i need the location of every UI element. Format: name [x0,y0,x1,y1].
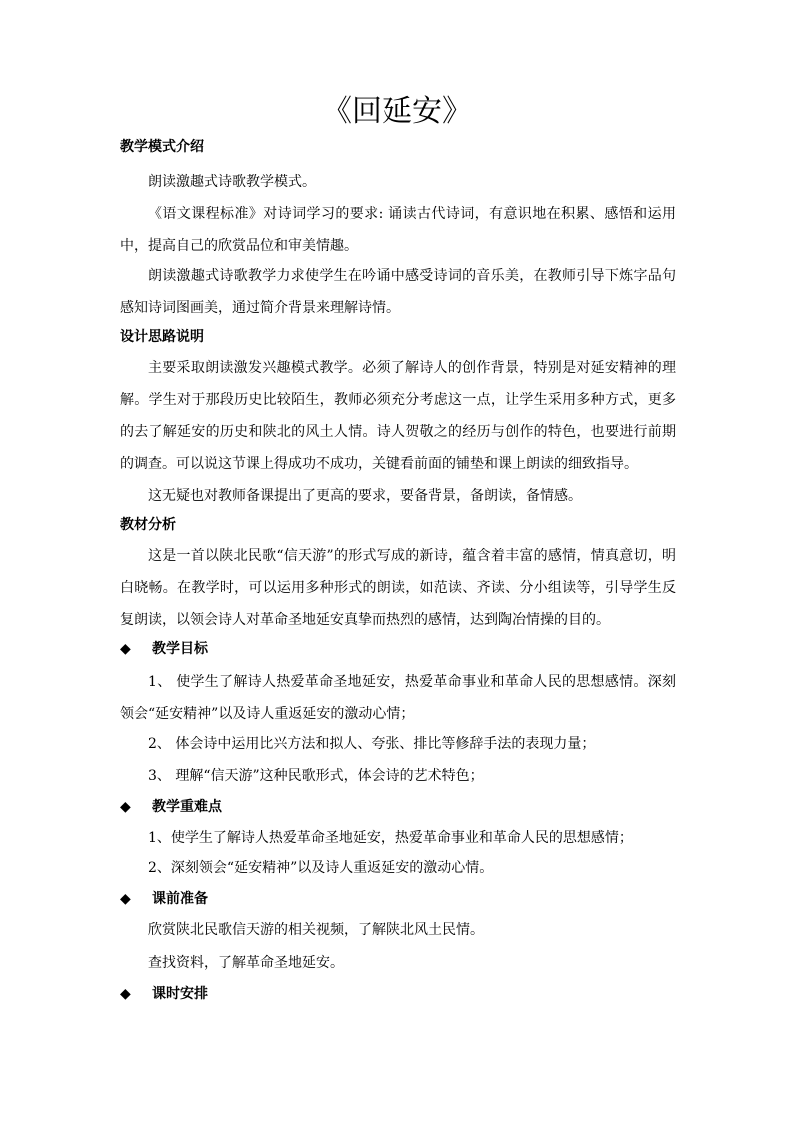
paragraph: 朗读激趣式诗歌教学力求使学生在吟诵中感受诗词的音乐美，在教师引导下炼字品句感知诗词图画美，通过简介背景来理解诗情。 [120,268,676,316]
list-item: 1、使学生了解诗人热爱革命圣地延安，热爱革命事业和革命人民的思想感情； [148,830,633,846]
heading-text: 教学目标 [152,641,208,657]
diamond-bullet-icon: ◆ [120,641,131,657]
list-item: 欣赏陕北民歌信天游的相关视频，了解陕北风土民情。 [148,922,484,938]
diamond-bullet-icon: ◆ [120,891,131,907]
list-item: 2、深刻领会“延安精神”以及诗人重返延安的激动心情。 [148,860,494,876]
heading-teaching-goals [120,639,208,659]
heading-schedule [120,984,208,1004]
heading-preparation [120,889,208,909]
list-item: 2、 体会诗中运用比兴方法和拟人、夸张、排比等修辞手法的表现力量； [148,736,596,752]
heading-material-analysis: 教材分析 [120,517,176,533]
diamond-bullet-icon: ◆ [120,799,131,815]
list-item: 1、 使学生了解诗人热爱革命圣地延安，热爱革命事业和革命人民的思想感情。深刻领会“延安精神”以及诗人重返延安的激动心情； [120,674,676,722]
paragraph: 朗读激趣式诗歌教学模式。 [148,174,316,190]
document-title: 《回延安》 [322,94,472,129]
heading-text: 课前准备 [152,891,208,907]
paragraph: 这是一首以陕北民歌“信天游”的形式写成的新诗，蕴含着丰富的感情，情真意切，明白晓畅。在教学时，可以运用多种形式的朗读，如范读、齐读、分小组读等，引导学生反复朗读，以领会诗人对革命圣地延安真挚而热烈的感情，达到陶冶情操的目的。 [120,548,676,628]
list-item: 3、 理解“信天游”这种民歌形式，体会诗的艺术特色； [148,768,484,784]
paragraph: 主要采取朗读激发兴趣模式教学。必须了解诗人的创作背景，特别是对延安精神的理解。学生对于那段历史比较陌生，教师必须充分考虑这一点，让学生采用多种方式，更多的去了解延安的历史和陕北的风土人情。诗人贺敬之的经历与创作的特色，也要进行前期的调查。可以说这节课上得成功不成功，关键看前面的铺垫和课上朗读的细致指导。 [120,360,676,472]
diamond-bullet-icon: ◆ [120,986,131,1002]
heading-design-idea: 设计思路说明 [120,329,204,345]
paragraph: 《语文课程标准》对诗词学习的要求: 诵读古代诗词，有意识地在积累、感悟和运用中，提高自己的欣赏品位和审美情趣。 [120,206,676,254]
list-item: 查找资料，了解革命圣地延安。 [148,955,344,971]
heading-text: 教学重难点 [152,799,222,815]
paragraph: 这无疑也对教师备课提出了更高的要求，要备背景，备朗读，备情感。 [148,488,582,504]
heading-teaching-mode: 教学模式介绍 [120,139,204,155]
heading-text: 课时安排 [152,986,208,1002]
heading-key-points [120,797,222,817]
